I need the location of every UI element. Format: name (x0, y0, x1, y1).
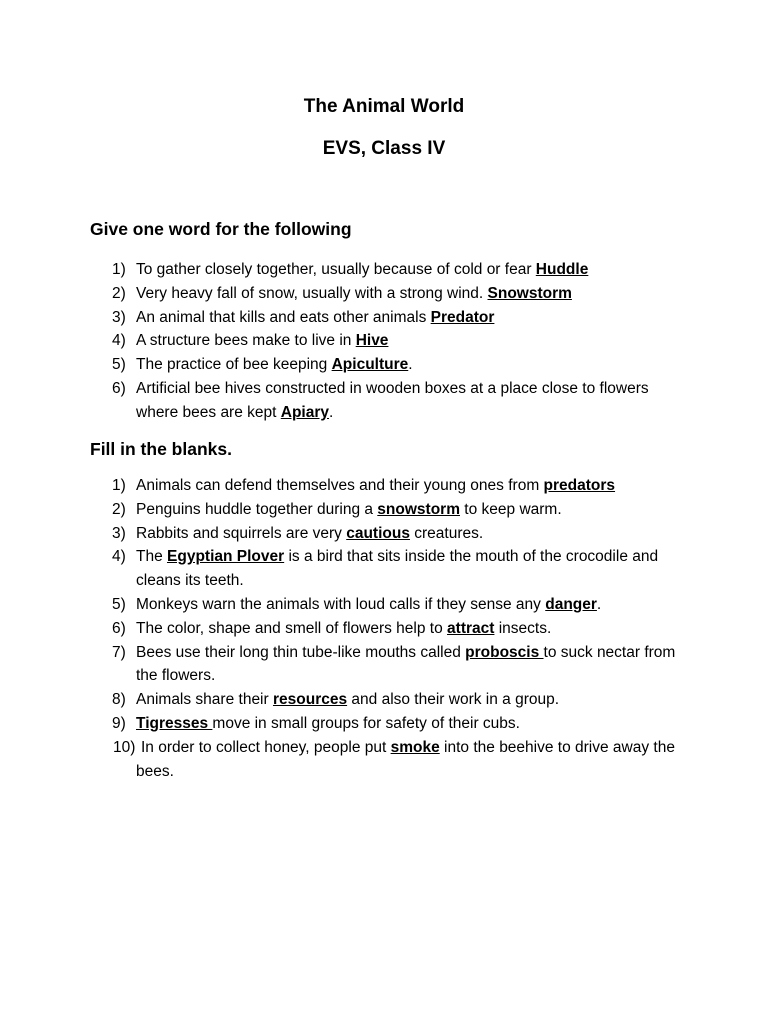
item-text: Monkeys warn the animals with loud calls if they sense any (136, 595, 546, 613)
item-number: 8) (112, 691, 126, 709)
item-answer: danger (545, 595, 597, 613)
item-answer: smoke (390, 738, 440, 756)
item-answer: Huddle (535, 261, 589, 278)
item-text-after: . (596, 595, 602, 613)
item-text: Artificial bee hives constructed in wooden boxes at a place close to flowers where bees are kept (136, 379, 649, 421)
item-text-after: . (408, 356, 413, 374)
item-text: The color, shape and smell of flowers help to (136, 619, 448, 637)
item-text-after: to keep warm. (459, 500, 562, 518)
item-number: 10) (113, 738, 136, 756)
list-item (0, 306, 768, 330)
item-number: 4) (112, 332, 126, 350)
item-answer: Apiculture (331, 356, 409, 374)
list-item (0, 353, 768, 377)
item-answer: Apiary (280, 403, 330, 421)
section-heading-fill-blanks: Fill in the blanks. (90, 439, 232, 459)
section-heading-one-word: Give one word for the following (90, 219, 352, 239)
item-number: 5) (112, 356, 126, 374)
item-number: 7) (112, 643, 126, 661)
fill-blanks-list (0, 474, 768, 783)
item-answer: proboscis (465, 643, 544, 661)
item-text-after: and also their work in a group. (347, 691, 560, 709)
item-text: An animal that kills and eats other animals (136, 308, 431, 326)
list-item (0, 258, 768, 282)
item-answer: Snowstorm (487, 284, 572, 302)
item-number: 6) (112, 619, 126, 637)
item-text-after: into the beehive to drive away the bees. (136, 738, 675, 780)
one-word-list (0, 258, 768, 425)
list-item (0, 498, 768, 522)
item-answer: predators (543, 477, 616, 494)
item-text: Rabbits and squirrels are very (136, 524, 347, 542)
list-item (0, 688, 768, 712)
item-text: The (136, 548, 168, 566)
document-subtitle: EVS, Class IV (322, 138, 446, 159)
item-number: 2) (112, 284, 126, 302)
item-text-after: insects. (494, 619, 552, 637)
item-text: A structure bees make to live in (136, 332, 356, 350)
item-answer: Egyptian Plover (167, 548, 285, 566)
item-answer: cautious (346, 524, 410, 542)
item-text-after: to suck nectar from the flowers. (136, 643, 676, 685)
item-number: 1) (112, 477, 126, 494)
item-number: 3) (112, 308, 126, 326)
item-text: Bees use their long thin tube-like mouths called (136, 643, 466, 661)
list-item (0, 282, 768, 306)
list-item (0, 329, 768, 353)
list-item (0, 474, 768, 498)
list-item (0, 545, 768, 593)
item-number: 3) (112, 524, 126, 542)
item-answer: attract (447, 619, 495, 637)
list-item (0, 522, 768, 546)
item-number: 5) (112, 595, 126, 613)
list-item (0, 712, 768, 736)
item-number: 9) (112, 714, 126, 732)
list-item (0, 617, 768, 641)
item-text: Penguins huddle together during a (136, 500, 378, 518)
item-answer: Predator (430, 308, 495, 326)
list-item (0, 377, 768, 425)
document-title: The Animal World (303, 96, 465, 117)
item-text: Very heavy fall of snow, usually with a strong wind. (136, 284, 488, 302)
item-text: In order to collect honey, people put (141, 738, 391, 756)
item-answer: resources (272, 691, 348, 709)
item-number: 1) (112, 261, 126, 278)
item-answer: snowstorm (377, 500, 460, 518)
list-item (0, 736, 768, 784)
item-number: 2) (112, 500, 126, 518)
item-text-after: is a bird that sits inside the mouth of the crocodile and cleans its teeth. (136, 548, 659, 590)
item-text: To gather closely together, usually because of cold or fear (136, 261, 536, 278)
item-text: The practice of bee keeping (136, 356, 332, 374)
item-number: 4) (112, 548, 126, 566)
list-item (0, 593, 768, 617)
item-answer: Tigresses (136, 714, 213, 732)
item-text-after: creatures. (409, 524, 484, 542)
item-text: Animals share their (136, 691, 273, 709)
item-answer: Hive (355, 332, 389, 350)
item-text-after: . (329, 403, 334, 421)
item-number: 6) (112, 379, 126, 397)
list-item (0, 641, 768, 689)
item-text: Animals can defend themselves and their young ones from (136, 477, 544, 494)
item-text-after: move in small groups for safety of their cubs. (212, 714, 520, 732)
